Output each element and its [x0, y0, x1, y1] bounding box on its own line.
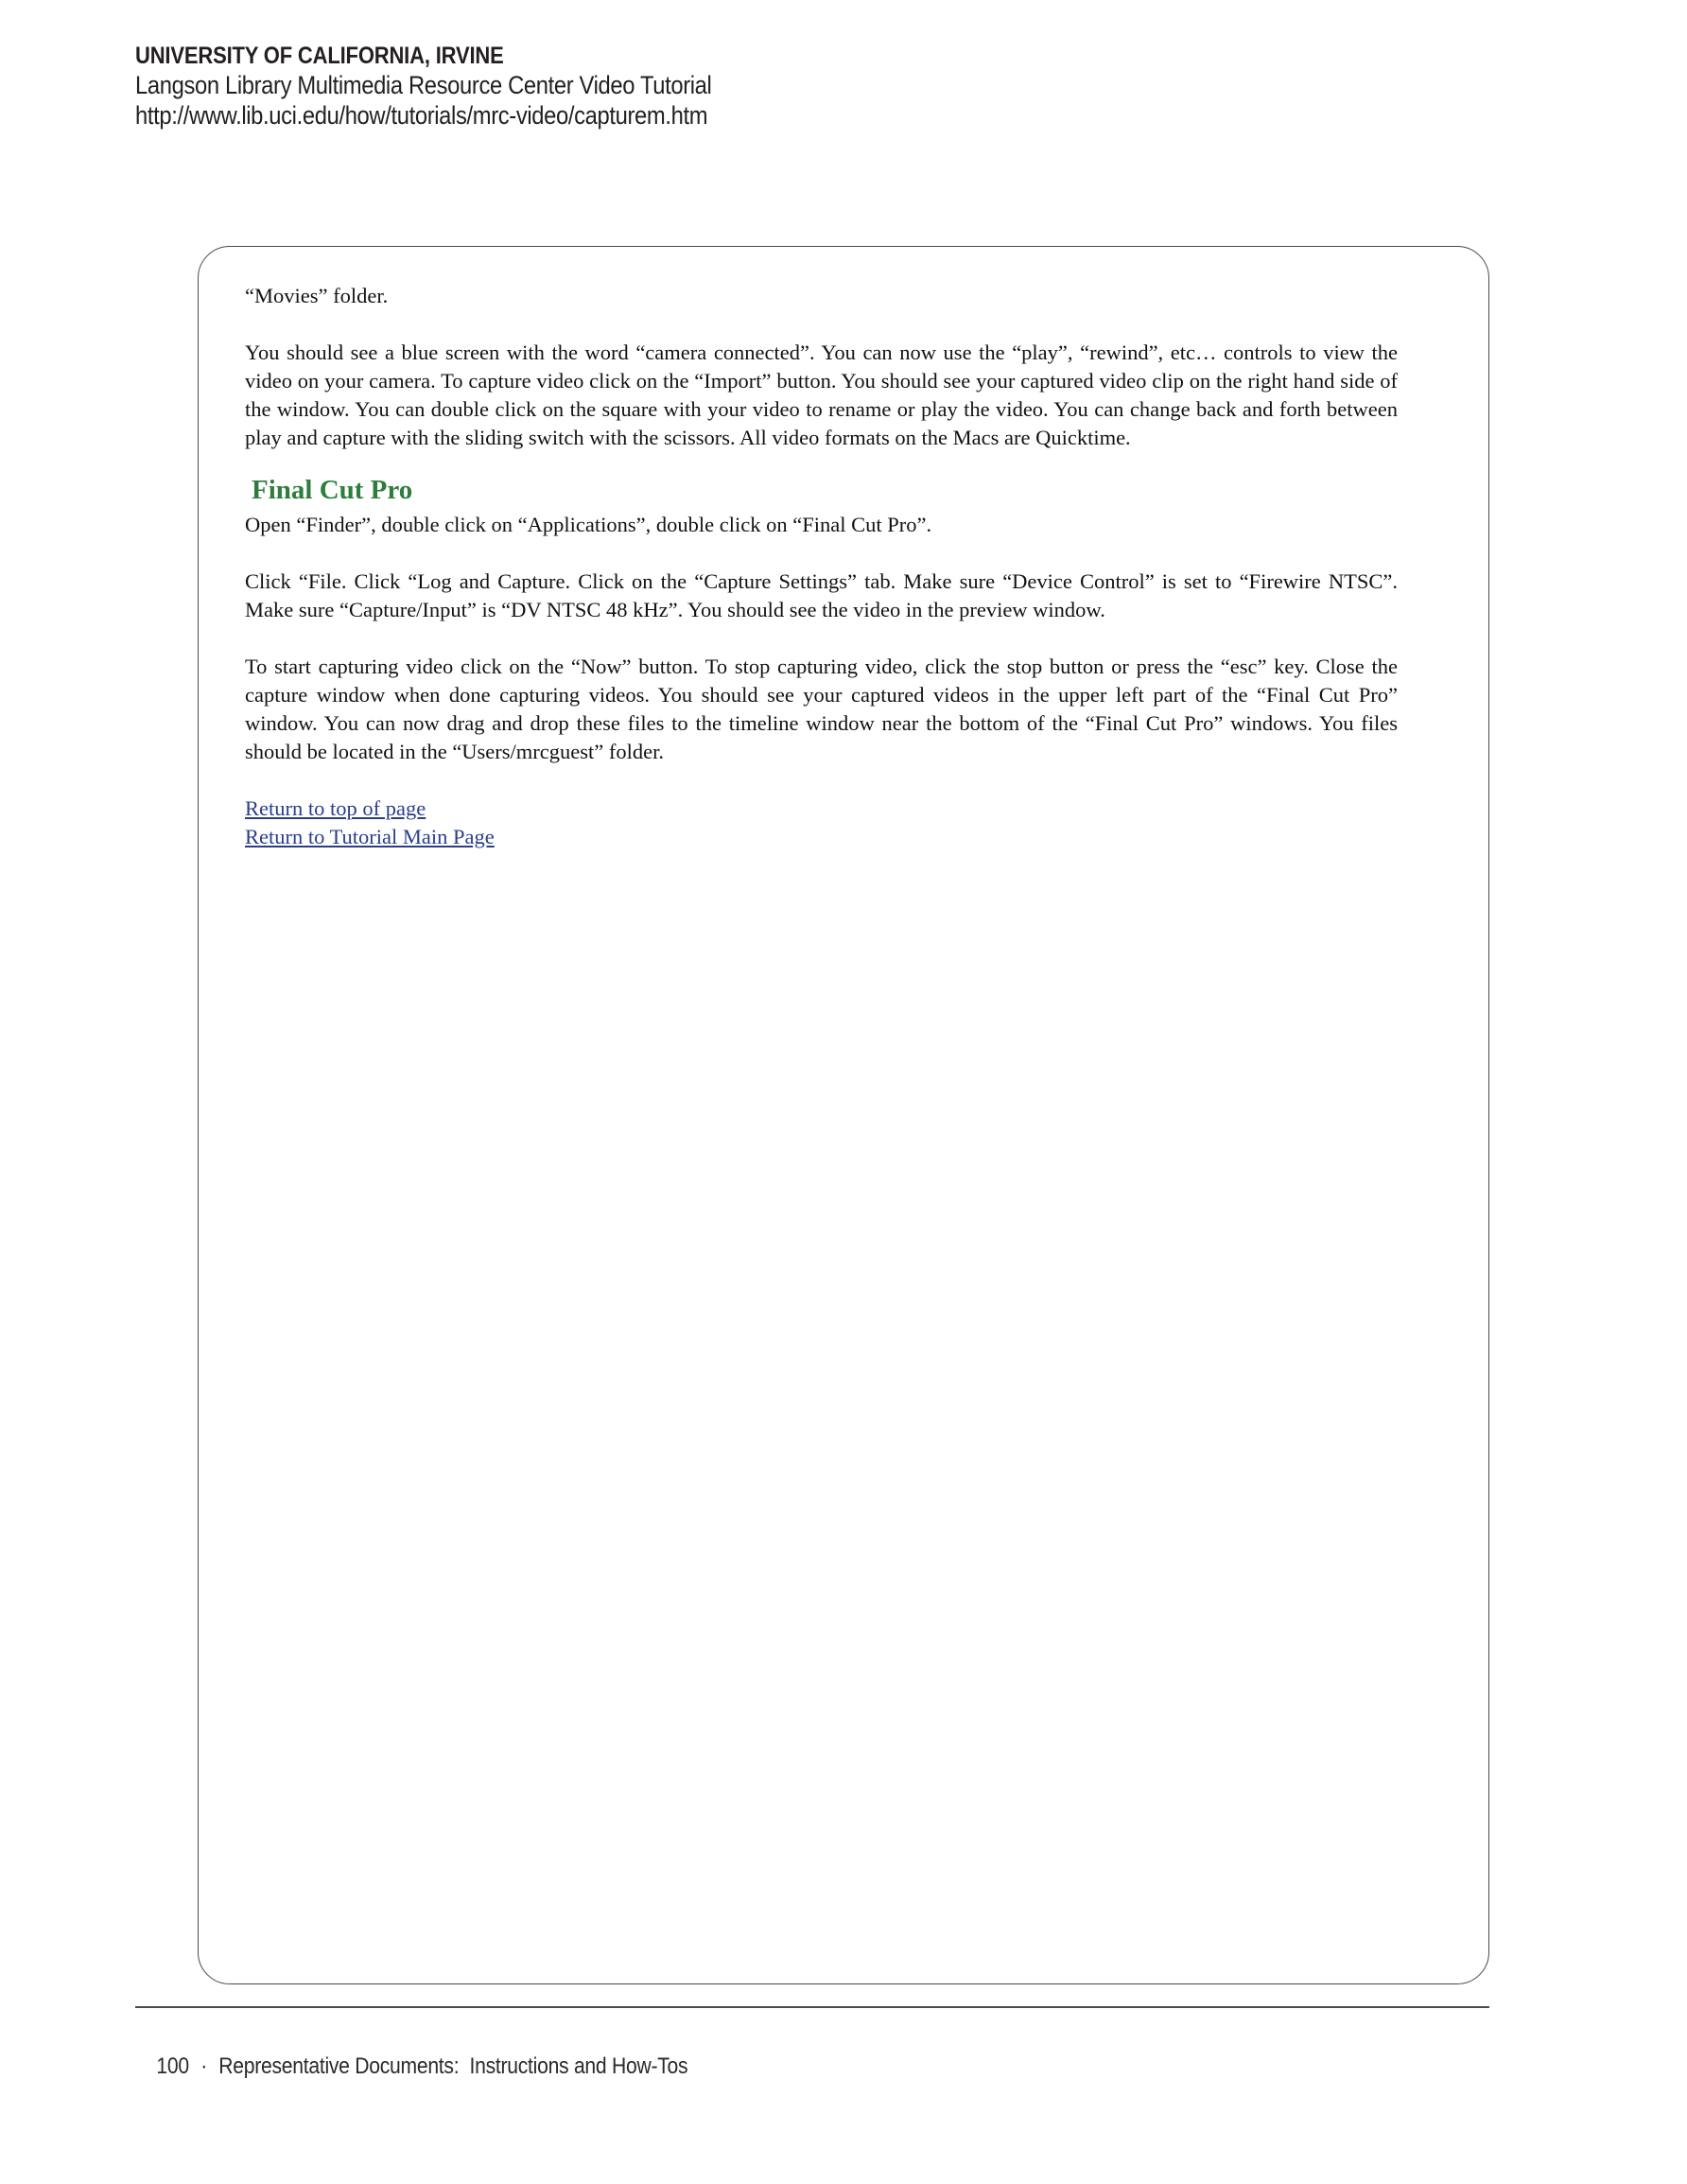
paragraph-open-finder: Open “Finder”, double click on “Applications”, double click on “Final Cut Pro”.: [245, 513, 932, 536]
paragraph-movies-folder-fragment: “Movies” folder.: [245, 284, 389, 307]
footer-rule: [135, 2006, 1489, 2008]
paragraph-start-capturing: To start capturing video click on the “Now” button. To stop capturing video, click the stop button or press the “esc” key. Close the capture window when done capturing videos. You should see your captured videos in the upper left part of the “Final Cut Pro” window. You can now drag and drop these files to the timeline window near the bottom of the “Final Cut Pro” windows. You files should be located in the “Users/mrcguest” folder.: [245, 655, 1398, 763]
screenshot-frame: [198, 246, 1489, 1984]
return-links: [245, 795, 1398, 851]
return-to-tutorial-main-link[interactable]: Return to Tutorial Main Page: [245, 825, 495, 848]
section-heading-final-cut-pro: Final Cut Pro: [252, 475, 413, 505]
footer-section-title: Representative Documents: Instructions and How-Tos: [218, 2053, 688, 2079]
return-to-top-link[interactable]: Return to top of page: [245, 796, 426, 820]
institution-name: UNIVERSITY OF CALIFORNIA, IRVINE: [135, 43, 504, 69]
document-header: [135, 42, 711, 131]
footer-separator: ·: [200, 2053, 207, 2079]
page-footer: [135, 2027, 687, 2106]
tutorial-title: Langson Library Multimedia Resource Center Video Tutorial: [135, 71, 712, 99]
paragraph-camera-connected: You should see a blue screen with the word “camera connected”. You can now use the “play”, “rewind”, etc… controls to view the video on your camera. To capture video click on the “Import” button. You should see your captured video clip on the right hand side of the window. You can double click on the square with your video to rename or play the video. You can change back and forth between play and capture with the sliding switch with the scissors. All video formats on the Macs are Quicktime.: [245, 341, 1398, 449]
tutorial-url: http://www.lib.uci.edu/how/tutorials/mrc-video/capturem.htm: [135, 101, 708, 130]
page-number: 100: [156, 2053, 189, 2079]
paragraph-capture-settings: Click “File. Click “Log and Capture. Click on the “Capture Settings” tab. Make sure “Device Control” is set to “Firewire NTSC”. Make sure “Capture/Input” is “DV NTSC 48 kHz”. You should see the video in the preview window.: [245, 569, 1398, 621]
